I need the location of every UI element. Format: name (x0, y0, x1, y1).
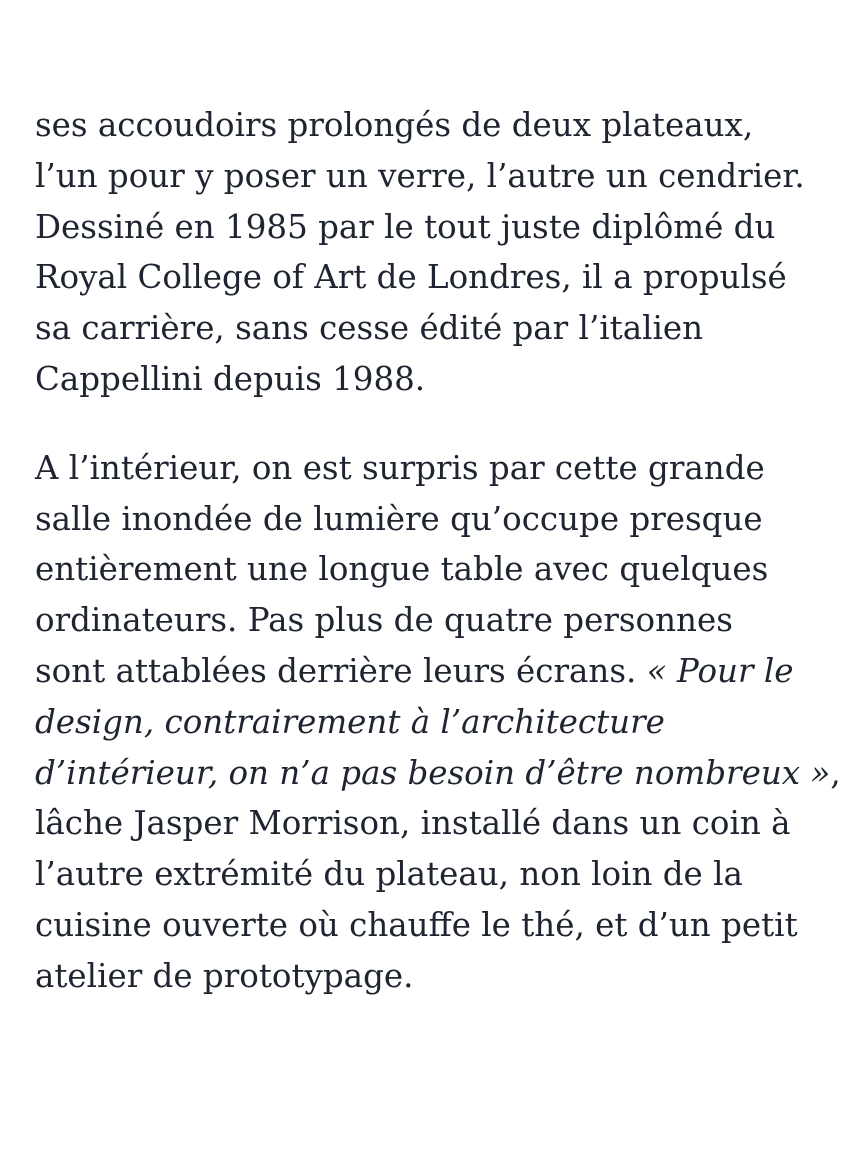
mixed-text-line (35, 646, 805, 697)
text-line: ordinateurs. Pas plus de quatre personnes (35, 601, 733, 640)
text-line: l’autre extrémité du plateau, non loin de la (35, 855, 743, 894)
text-line: sa carrière, sans cesse édité par l’italien (35, 309, 704, 348)
quote-start: « Pour le (646, 651, 794, 690)
text-segment: sont attablées derrière leurs écrans. (35, 651, 637, 690)
quote-text: design, contrairement à l’architecture (35, 702, 665, 741)
quote-text: d’intérieur, on n’a pas besoin d’être nombreux » (35, 753, 831, 792)
punctuation: , (830, 753, 841, 792)
paragraph-chair-description (35, 100, 805, 405)
text-line: atelier de prototypage. (35, 956, 414, 995)
quote-line (35, 748, 841, 799)
text-line: Royal College of Art de Londres, il a propulsé (35, 258, 787, 297)
text-line: A l’intérieur, on est surpris par cette grande (35, 448, 765, 487)
text-line: Dessiné en 1985 par le tout juste diplômé du (35, 207, 776, 246)
text-line: lâche Jasper Morrison, installé dans un coin à (35, 804, 791, 843)
text-line: salle inondée de lumière qu’occupe presque (35, 499, 763, 538)
article-body (35, 100, 841, 1002)
text-line: l’un pour y poser un verre, l’autre un cendrier. (35, 156, 805, 195)
text-line: Cappellini depuis 1988. (35, 359, 426, 398)
paragraph-studio-interior (35, 443, 841, 1002)
text-line: ses accoudoirs prolongés de deux plateaux, (35, 106, 754, 144)
text-line: cuisine ouverte où chauffe le thé, et d’un petit (35, 905, 798, 944)
quote-line (35, 697, 805, 748)
text-line: entièrement une longue table avec quelques (35, 550, 769, 589)
